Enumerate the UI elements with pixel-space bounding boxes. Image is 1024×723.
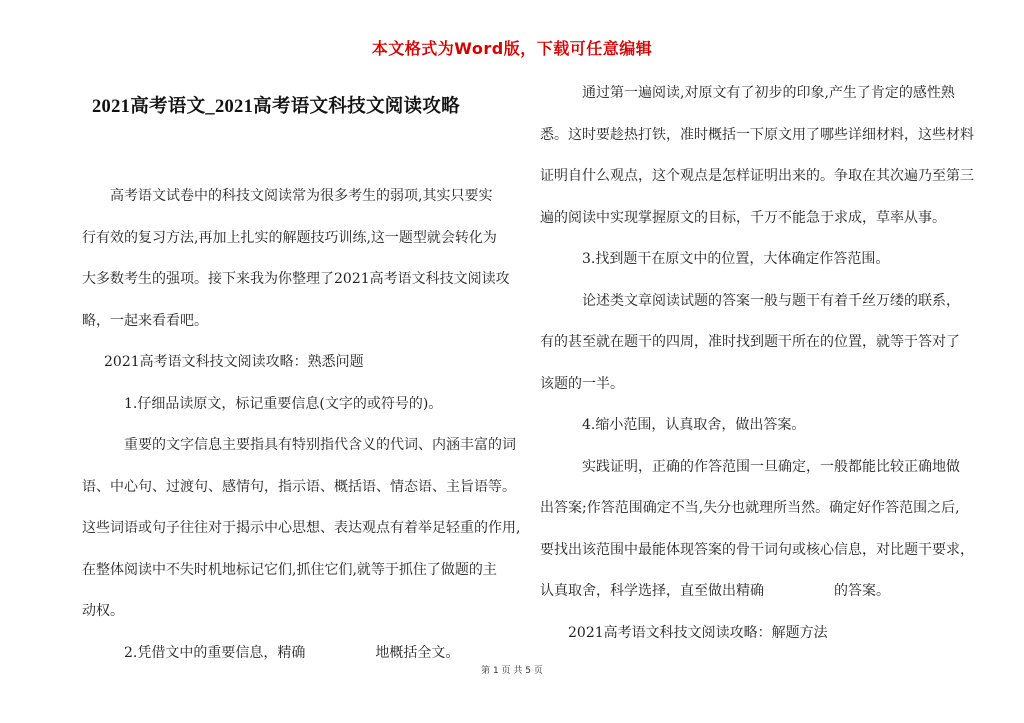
format-banner: 本文格式为Word版，下载可任意编辑 xyxy=(371,39,653,58)
paragraph-line: 实践证明，正确的作答范围一旦确定，一般都能比较正确地做 xyxy=(582,458,960,475)
paragraph-line: 论述类文章阅读试题的答案一般与题干有着千丝万缕的联系， xyxy=(582,292,960,309)
paragraph-line: 要找出该范围中最能体现答案的骨干词句或核心信息，对比题干要求， xyxy=(540,541,974,558)
paragraph-line: 高考语文试卷中的科技文阅读常为很多考生的弱项,其实只要实 xyxy=(110,188,493,204)
paragraph-line: 行有效的复习方法,再加上扎实的解题技巧训练,这一题型就会转化为 xyxy=(82,229,497,246)
right-column xyxy=(540,73,974,654)
paragraph-line: 有的甚至就在题干的四周，准时找到题干所在的位置，就等于答对了 xyxy=(540,334,960,350)
step-heading: 3.找到题干在原文中的位置，大体确定作答范围。 xyxy=(582,251,890,267)
left-column xyxy=(82,176,522,674)
step-heading: 1.仔细品读原文，标记重要信息(文字的或符号的)。 xyxy=(124,395,443,412)
document-title: 2021高考语文_2021高考语文科技文阅读攻略 xyxy=(92,97,460,117)
paragraph-line: 悉。这时要趁热打铁，准时概括一下原文用了哪些详细材料，这些材料 xyxy=(540,126,974,143)
paragraph-line: 出答案;作答范围确定不当,失分也就理所当然。确定好作答范围之后, xyxy=(540,500,960,516)
paragraph-line: 动权。 xyxy=(82,603,124,619)
paragraph-line: 这些词语或句子往往对于揭示中心思想、表达观点有着举足轻重的作用, xyxy=(82,520,521,536)
paragraph-line xyxy=(540,571,965,613)
paragraph-line: 该题的一半。 xyxy=(540,375,624,392)
section-heading: 2021高考语文科技文阅读攻略：熟悉问题 xyxy=(104,354,364,370)
paragraph-line: 通过第一遍阅读,对原文有了初步的印象,产生了肯定的感性熟 xyxy=(582,85,955,101)
section-heading: 2021高考语文科技文阅读攻略：解题方法 xyxy=(568,624,828,641)
paragraph-line-part: 认真取舍，科学选择，直至做出精确 xyxy=(540,583,764,599)
paragraph-line: 遍的阅读中实现掌握原文的目标，千万不能急于求成，草率从事。 xyxy=(540,209,946,226)
paragraph-line: 略，一起来看看吧。 xyxy=(82,312,208,329)
paragraph-line: 大多数考生的强项。接下来我为你整理了2021高考语文科技文阅读攻 xyxy=(82,271,510,287)
paragraph-line: 语、中心句、过渡句、感情句，指示语、概括语、情态语、主旨语等。 xyxy=(82,478,516,495)
paragraph-line: 在整体阅读中不失时机地标记它们,抓住它们,就等于抓住了做题的主 xyxy=(82,561,497,578)
step-heading-part: 2.凭借文中的重要信息，精确 xyxy=(124,644,306,661)
paragraph-line: 重要的文字信息主要指具有特别指代含义的代词、内涵丰富的词 xyxy=(124,437,516,453)
step-heading: 4.缩小范围，认真取舍，做出答案。 xyxy=(582,417,806,433)
paragraph-line: 证明自什么观点，这个观点是怎样证明出来的。争取在其次遍乃至第三 xyxy=(540,168,974,184)
step-heading-part: 地概括全文。 xyxy=(375,644,460,661)
paragraph-line-part: 的答案。 xyxy=(834,583,890,599)
page-number: 第 1 页 共 5 页 xyxy=(481,666,543,676)
